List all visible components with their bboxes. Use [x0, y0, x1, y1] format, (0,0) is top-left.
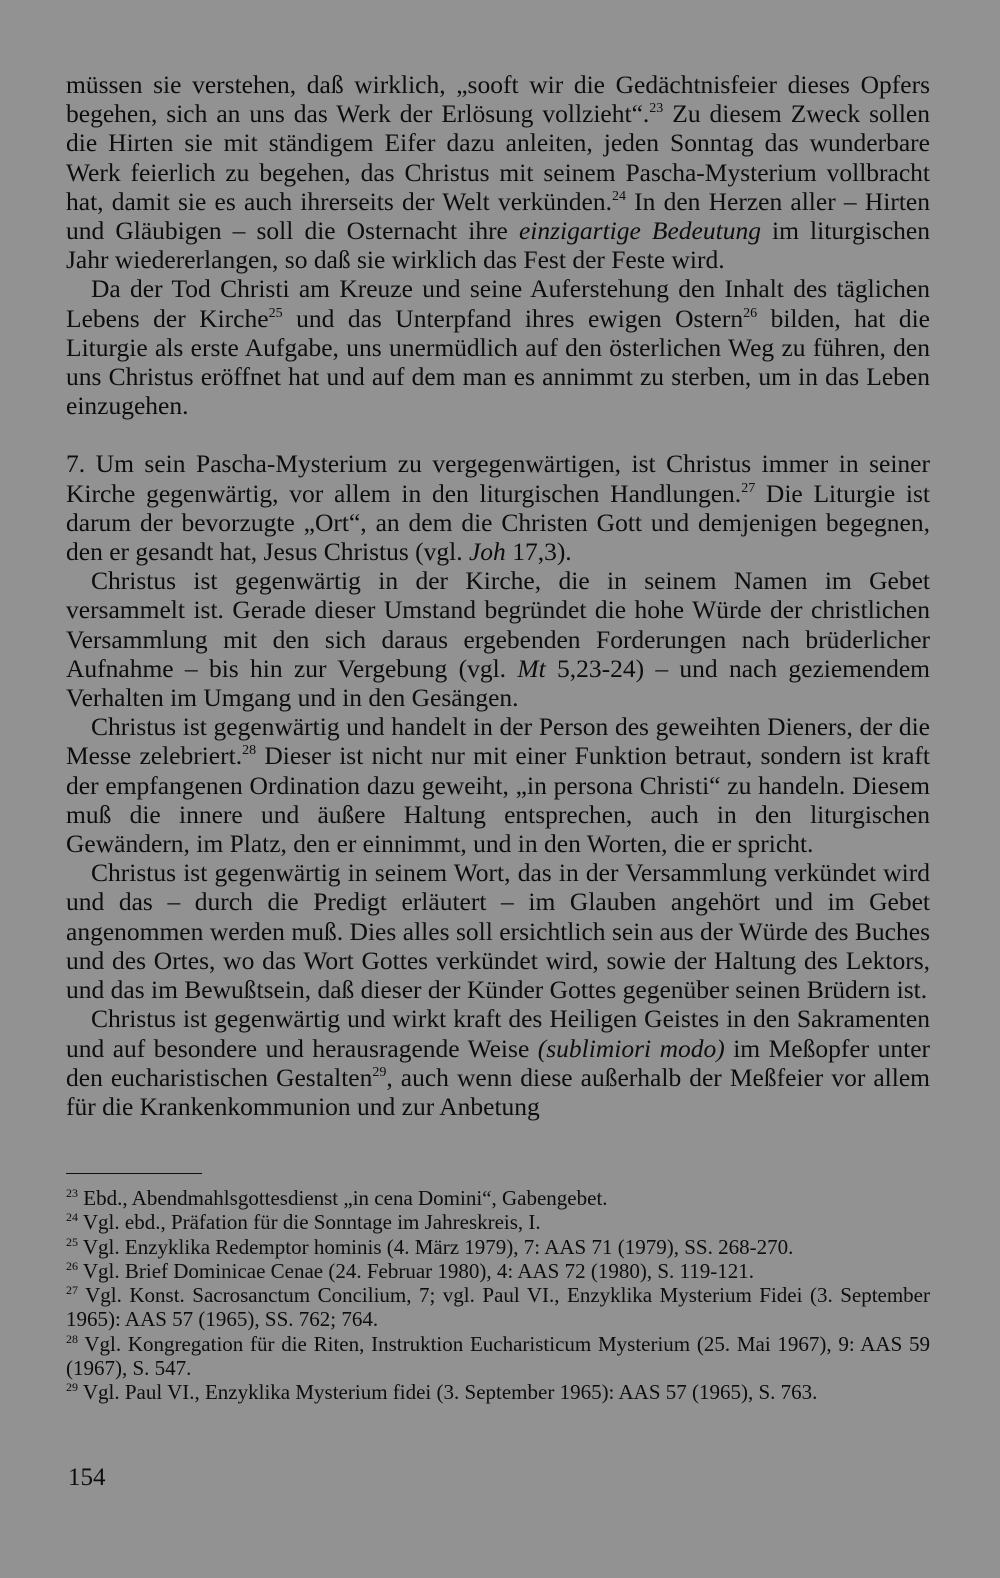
- paragraph: Da der Tod Christi am Kreuze und seine Auferstehung den Inhalt des täglichen Lebens der Kirche$^{25}$ und das Unterpfand ihres ewigen Ostern$^{26}$ bilden, hat die Liturgie als erste Aufgabe, uns unermüdlich auf den österlichen Weg zu führen, den uns Christus eröffnet hat und auf dem man es annimmt zu sterben, um in das Leben einzugehen.: [66, 274, 930, 421]
- footnotes: [66, 1186, 930, 1405]
- paragraph: Christus ist gegenwärtig in der Kirche, die in seinem Namen im Gebet versammelt ist. Gerade dieser Umstand begründet die hohe Würde der christlichen Versammlung mit den sich daraus ergebenden Forderungen nach brüderlicher Aufnahme – bis hin zur Vergebung (vgl. Mt 5,23-24) – und nach geziemendem Verhalten im Umgang und in den Gesängen.: [66, 566, 931, 713]
- footnote-number: 25: [66, 1234, 78, 1249]
- footnote: $^{26}$ Vgl. Brief Dominicae Cenae (24. Februar 1980), 4: AAS 72 (1980), S. 119-121.: [66, 1258, 754, 1283]
- footnote: $^{24}$ Vgl. ebd., Präfation für die Sonntage im Jahreskreis, I.: [66, 1210, 541, 1235]
- footnote: $^{29}$ Vgl. Paul VI., Enzyklika Mysterium fidei (3. September 1965): AAS 57 (1965), S. 763.: [66, 1380, 818, 1405]
- footnote: $^{25}$ Vgl. Enzyklika Redemptor hominis (4. März 1979), 7: AAS 71 (1979), SS. 268-270.: [66, 1234, 794, 1259]
- footnote: $^{27}$ Vgl. Konst. Sacrosanctum Concilium, 7; vgl. Paul VI., Enzyklika Mysterium Fidei (3. September 1965): AAS 57 (1965), SS. 762; 764.: [66, 1283, 930, 1332]
- paragraph: müssen sie verstehen, daß wirklich, „sooft wir die Gedächtnisfeier dieses Opfers begehen, sich an uns das Werk der Erlösung vollzieht“.$^{23}$ Zu diesem Zweck sollen die Hirten sie mit ständigem Eifer dazu anleiten, jeden Sonntag das wunderbare Werk feierlich zu begehen, das Christus mit seinem Pascha-Mysterium vollbracht hat, damit sie es auch ihrerseits der Welt verkünden.$^{24}$ In den Herzen aller – Hirten und Gläubigen – soll die Osternacht ihre einzigartige Bedeutung im liturgischen Jahr wiedererlangen, so daß sie wirklich das Fest der Feste wird.: [66, 70, 930, 275]
- footnote-ref: 28: [242, 743, 257, 759]
- emphasis: (sublimiori modo): [537, 1033, 725, 1063]
- footnote: $^{23}$ Ebd., Abendmahlsgottesdienst „in cena Domini“, Gabengebet.: [66, 1186, 608, 1210]
- footnote-ref: 25: [268, 305, 283, 321]
- emphasis: einzigartige Bedeutung: [518, 216, 761, 246]
- bible-book: Mt: [517, 653, 546, 683]
- footnote-number: 24: [66, 1210, 78, 1225]
- paragraph: Christus ist gegenwärtig in seinem Wort, das in der Versammlung verkündet wird und das – durch die Predigt erläutert – im Glauben angehört und im Gebet angenommen werden muß. Dies alles soll ersichtlich sein aus der Würde des Buches und des Ortes, wo das Wort Gottes verkündet wird, sowie der Haltung des Lektors, und das im Bewußtsein, daß dieser der Künder Gottes gegenüber seinen Brüdern ist.: [66, 858, 930, 1005]
- main-text: [66, 70, 930, 1121]
- footnote-ref: 27: [741, 480, 756, 496]
- footnote-number: 29: [66, 1380, 78, 1395]
- footnote-separator: [66, 1173, 202, 1174]
- bible-book: Joh: [468, 537, 506, 567]
- section-7-paragraph: 7. Um sein Pascha-Mysterium zu vergegenwärtigen, ist Christus immer in seiner Kirche gegenwärtig, vor allem in den liturgischen Handlungen.$^{27}$ Die Liturgie ist darum der bevorzugte „Ort“, an dem die Christen Gott und demjenigen begegnen, den er gesandt hat, Jesus Christus (vgl. Joh 17,3).: [66, 449, 930, 567]
- footnote-number: 28: [66, 1331, 78, 1346]
- footnote-ref: 26: [743, 305, 758, 321]
- footnote-number: 23: [66, 1186, 78, 1200]
- footnote: $^{28}$ Vgl. Kongregation für die Riten, Instruktion Eucharisticum Mysterium (25. Mai 1967), 9: AAS 59 (1967), S. 547.: [66, 1331, 930, 1381]
- footnote-ref: 24: [611, 188, 626, 204]
- paragraph: Christus ist gegenwärtig und wirkt kraft des Heiligen Geistes in den Sakramenten und auf besondere und herausragende Weise (sublimiori modo) im Meßopfer unter den eucharistischen Gestalten$^{29}$, auch wenn diese außerhalb der Meßfeier vor allem für die Krankenkommunion und zur Anbetung: [66, 1004, 931, 1121]
- page-number: 154: [68, 1464, 106, 1491]
- footnote-number: 27: [66, 1283, 78, 1298]
- footnote-ref: 29: [372, 1064, 387, 1080]
- footnote-ref: 23: [649, 101, 664, 117]
- footnote-number: 26: [66, 1258, 78, 1273]
- paragraph: Christus ist gegenwärtig und handelt in der Person des geweihten Dieners, der die Messe zelebriert.$^{28}$ Dieser ist nicht nur mit einer Funktion betraut, sondern ist kraft der empfangenen Ordination dazu geweiht, „in persona Christi“ zu handeln. Diesem muß die innere und äußere Haltung entsprechen, auch in den liturgischen Gewändern, im Platz, den er einnimmt, und in den Worten, die er spricht.: [66, 712, 930, 859]
